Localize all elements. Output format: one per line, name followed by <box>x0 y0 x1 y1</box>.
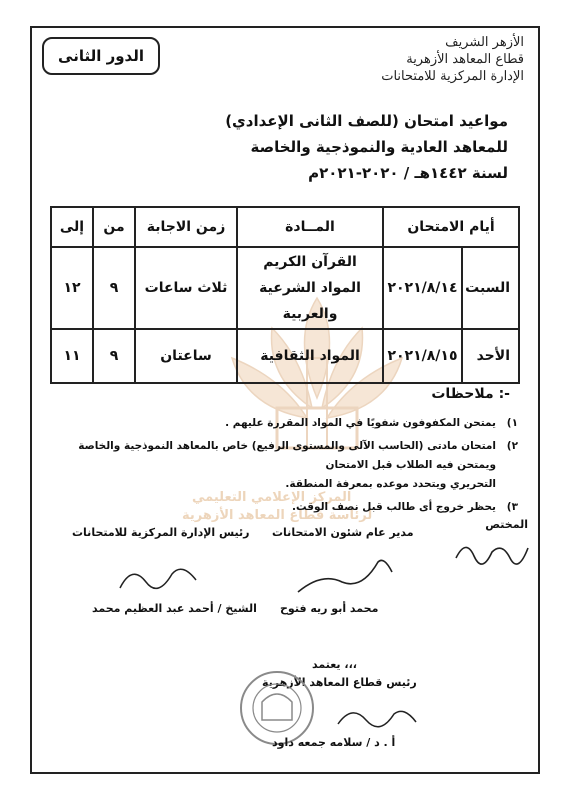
page-frame <box>30 26 540 774</box>
logo-line-1: الأزهر الشريف <box>445 35 524 50</box>
notes-list <box>58 414 518 521</box>
row1-duration: ثلاث ساعات <box>135 247 237 329</box>
specialist-title: المختص <box>485 518 528 531</box>
director-title: مدير عام شئون الامتحانات <box>272 526 414 539</box>
row1-date: ٢٠٢١/٨/١٤ <box>383 247 462 329</box>
note-2-line-1: امتحان مادتى (الحاسب الآلى والمستوى الرفيع) خاص بالمعاهد النموذجية والخاصة ويمتحن فيه الطلاب قبل الامتحان <box>78 440 496 471</box>
note-3-number: ٣) <box>506 501 518 513</box>
row1-subject-2: المواد الشرعية والعربية <box>259 280 361 322</box>
row2-subject-1: المواد الثقافية <box>260 348 360 364</box>
row2-subjects <box>237 329 383 383</box>
list-item <box>58 437 518 494</box>
note-2-number: ٢) <box>506 440 518 452</box>
approval-name: أ . د / سلامه جمعه داود <box>272 736 396 749</box>
table-row <box>51 247 519 329</box>
note-3-line-1: يحظر خروج أى طالب قبل نصف الوقت. <box>292 501 496 513</box>
row2-duration: ساعتان <box>135 329 237 383</box>
approval-signature <box>332 696 422 736</box>
title-line-3: لسنة ١٤٤٢هـ / ٢٠٢٠-٢٠٢١م <box>308 164 508 182</box>
specialist-signature <box>452 534 532 568</box>
header-to: إلى <box>51 207 93 247</box>
central-admin-name: الشيخ / أحمد عبد العظيم محمد <box>92 602 257 615</box>
row2-from: ٩ <box>93 329 135 383</box>
logo-line-2: قطاع المعاهد الأزهرية <box>406 52 524 67</box>
list-item <box>58 498 518 517</box>
logo-line-3: الإدارة المركزية للامتحانات <box>381 69 524 84</box>
row1-subjects <box>237 247 383 329</box>
title-line-2: للمعاهد العادية والنموذجية والخاصة <box>250 138 508 156</box>
approval-label: يعتمد ،،، <box>312 658 357 671</box>
central-admin-title: رئيس الإدارة المركزية للامتحانات <box>72 526 250 539</box>
row2-day: الأحد <box>462 329 519 383</box>
note-1-number: ١) <box>506 417 518 429</box>
institution-header <box>334 34 524 85</box>
exam-schedule-table <box>50 206 520 384</box>
round-label-box <box>42 37 160 75</box>
note-1-line-1: يمتحن المكفوفون شفويًا في المواد المقررة عليهم . <box>225 417 496 429</box>
header-days: أيام الامتحان <box>383 207 519 247</box>
document-title <box>88 108 508 186</box>
round-label: الدور الثانى <box>58 47 144 65</box>
header-from: من <box>93 207 135 247</box>
row1-subject-1: القرآن الكريم <box>263 254 357 270</box>
row1-day: السبت <box>462 247 519 329</box>
watermark-text-2: لرئاسة قطاع المعاهد الأزهرية <box>182 508 373 523</box>
approval-title: رئيس قطاع المعاهد الأزهرية <box>262 676 417 689</box>
director-signature <box>292 552 402 602</box>
central-admin-signature <box>112 558 202 602</box>
row2-to: ١١ <box>51 329 93 383</box>
list-item <box>58 414 518 433</box>
header-duration: زمن الاجابة <box>135 207 237 247</box>
row1-to: ١٢ <box>51 247 93 329</box>
header-subject: المــادة <box>237 207 383 247</box>
title-line-1: مواعيد امتحان (للصف الثانى الإعدادي) <box>225 112 508 130</box>
director-name: محمد أبو ريه فتوح <box>280 602 379 615</box>
row2-date: ٢٠٢١/٨/١٥ <box>383 329 462 383</box>
watermark-text-1: المركز الإعلامي التعليمي <box>192 490 352 505</box>
row1-from: ٩ <box>93 247 135 329</box>
notes-title: ملاحظات :- <box>431 386 510 402</box>
table-row <box>51 329 519 383</box>
note-2-line-2: التحريري ويتحدد موعده بمعرفة المنطقة. <box>285 478 496 490</box>
